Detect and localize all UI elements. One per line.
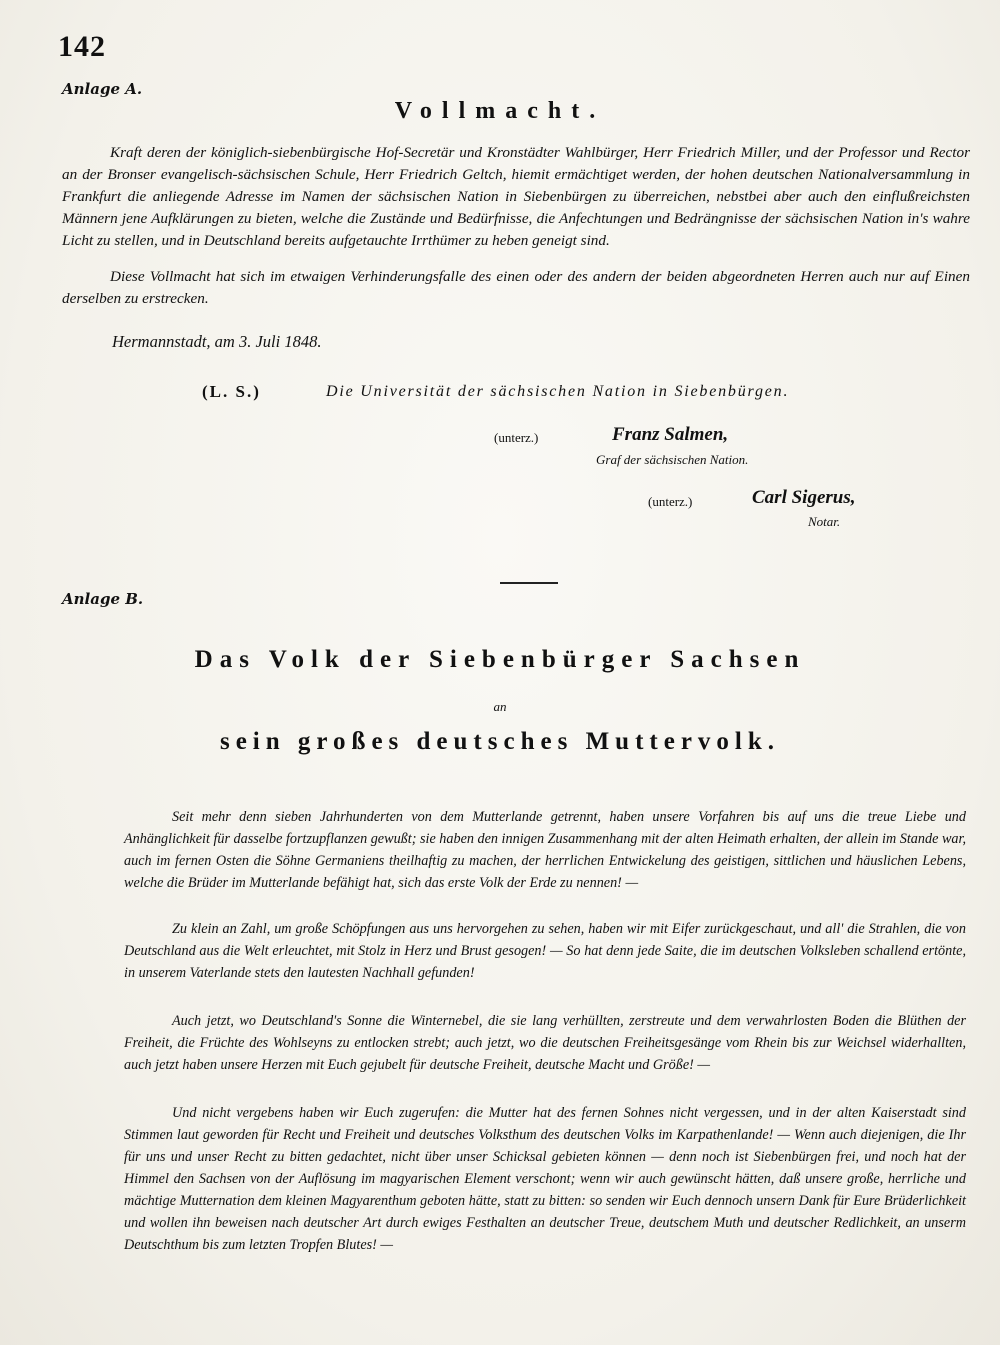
anlage-b-paragraph-1: Seit mehr denn sieben Jahrhunderten von dem Mutterlande getrennt, haben unsere Vorfahren bis auf uns die treue Liebe und Anhänglichkeit für dasselbe fortzupflanzen gewußt; sie haben den innigen Zusammenhang mit der alten Heimath erhalten, der allein im Stande war, auch im fernen Osten die Söhne Germaniens theilhaftig zu machen, der herrlichen Entwickelung des geistigen, sittlichen und häuslichen Lebens, welche die Brüder im Mutterlande befähigt hat, sich das erste Volk der Erde zu nennen! — [124,809,966,891]
anlage-b-title-line-2: sein großes deutsches Muttervolk. [219,728,781,755]
anlage-b-paragraph-4: Und nicht vergebens haben wir Euch zugerufen: die Mutter hat des fernen Sohnes nicht vergessen, und in der alten Kaiserstadt sind Stimmen laut geworden für Recht und Freiheit und deutsches Volksthum des deutschen Volks im Karpathenlande! — Wenn auch diejenigen, die Ihr für uns und unser Recht zu bitten gedachtet, nicht über unser Schicksal gebieten können — denn noch ist Siebenbürgen frei, und noch hat der Himmel den Sachsen von der Auflösung im magyarischen Element verschont; wenn wir auch gewünscht hätten, daß unsere große, herrliche und mächtige Mutternation dem kleinen Magyarenthum geboten hätte, statt zu bitten: so senden wir Euch dennoch unsern Dank für Eure Brüderlichkeit und wollen ihn beweisen nach deutscher Art durch ewiges Festhalten an deutscher Treue, deutschem Muth und deutscher Redlichkeit, an unserm Deutschthum bis zum letzten Tropfen Blutes! — [124,1105,966,1253]
issuer-line: Die Universität der sächsischen Nation in Siebenbürgen. [326,383,790,400]
seal-ls: (L. S.) [202,382,261,401]
signature-1-note: (unterz.) [494,430,539,445]
place-date: Hermannstadt, am 3. Juli 1848. [112,332,322,351]
signature-2-title: Notar. [808,514,841,529]
anlage-a-paragraph-2: Diese Vollmacht hat sich im etwaigen Verhinderungsfalle des einen oder des andern der beiden abgeordneten Herren auch nur auf Einen derselben zu erstrecken. [62,268,970,307]
anlage-b-title-an: an [493,699,507,714]
anlage-a-paragraph-1: Kraft deren der königlich-siebenbürgische Hof-Secretär und Kronstädter Wahlbürger, Herr Friedrich Miller, und der Professor und Rector an der Bronser evangelisch-sächsischen Schule, Herr Friedrich Geltch, hiemit ermächtiget werden, der hohen deutschen Nationalversammlung in Frankfurt die anliegende Adresse im Namen der sächsischen Nation in Siebenbürgen zu überreichen, nebstbei aber auch den einflußreichsten Männern jene Aufklärungen zu bieten, welche die Zustände und Bedürfnisse, die Anfechtungen und Bedrängnisse der sächsischen Nation in's wahre Licht zu stellen, und in Deutschland bereits aufgetauchte Irrthümer zu heben geneigt sind. [62,144,970,249]
anlage-b-paragraph-3: Auch jetzt, wo Deutschland's Sonne die Winternebel, die sie lang verhüllten, zerstreute und dem verwahrlosten Boden die Blüthen der Freiheit, die Früchte des Wohlseyns zu entlocken strebt; auch jetzt, wo die deutschen Freiheitsgesänge vom Rhein bis zur Weichsel widerhallten, auch jetzt haben unsere Herzen mit Euch gejubelt für deutsche Freiheit, deutsche Macht und Größe! — [124,1013,966,1073]
anlage-b-label: Anlage B. [62,590,144,608]
page-number: 142 [58,30,106,63]
anlage-b-paragraph-2: Zu klein an Zahl, um große Schöpfungen aus uns hervorgehen zu sehen, haben wir mit Eifer zurückgeschaut, und all' die Strahlen, die von Deutschland aus die Welt erleuchtet, mit Stolz in Herz und Brust gesogen! — So hat denn jede Saite, die im deutschen Volksleben schallend ertönte, in unserem Vaterlande stets den lautesten Nachhall gefunden! [124,921,966,981]
section-divider [500,582,558,584]
signature-2-note: (unterz.) [648,494,693,509]
anlage-a-title: Vollmacht. [394,98,606,124]
signature-1-title: Graf der sächsischen Nation. [596,452,749,467]
signature-1-name: Franz Salmen, [612,424,729,445]
signature-2-name: Carl Sigerus, [752,487,856,508]
anlage-b-title-line-1: Das Volk der Siebenbürger Sachsen [194,646,806,673]
anlage-a-label: Anlage A. [62,80,143,98]
